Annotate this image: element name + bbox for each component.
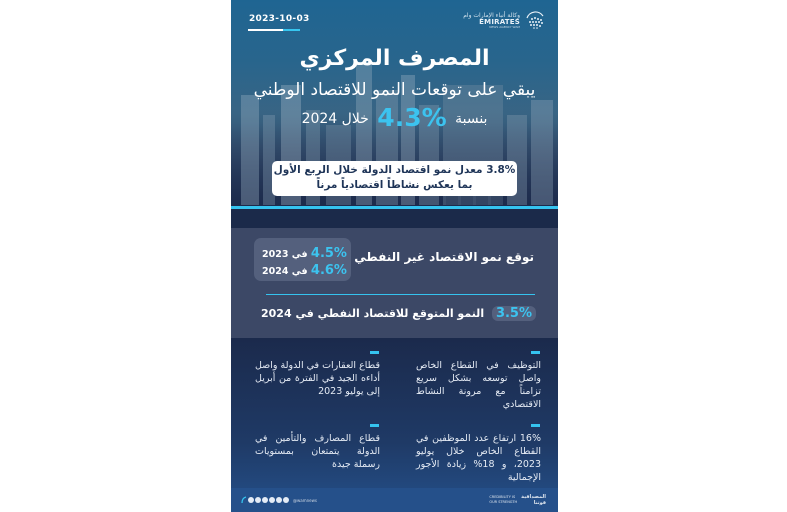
credibility-slogan: CREDIBILITY IS OUR STRENGTH المصداقية قوتنا: [489, 494, 546, 506]
rate-value: 4.3%: [377, 103, 447, 132]
social-links: [241, 496, 317, 504]
social-handle[interactable]: @wamnews: [293, 497, 317, 503]
headline-title: المصرف المركزي: [299, 46, 490, 71]
rate-prefix: بنسبة: [455, 111, 488, 127]
wam-logo: [463, 10, 546, 32]
bullet-dash: [370, 424, 379, 427]
bullet-dash: [531, 351, 540, 354]
x-icon[interactable]: [255, 497, 261, 503]
headline-rate: [231, 103, 558, 132]
oil-growth-row: [261, 306, 536, 321]
publish-date: 2023-10-03: [249, 14, 310, 24]
logo-subtitle: NEWS AGENCY WAM: [489, 25, 520, 29]
bullet-dash: [531, 424, 540, 427]
hero-section: [231, 0, 558, 205]
logo-arabic: وكالة أنباء الإمارات وام: [463, 12, 520, 19]
highlight-item: قطاع المصارف والتأمين في الدولة يتمتعان بمستويات رسملة جيدة: [255, 433, 380, 470]
oil-growth-value: 3.5%: [492, 306, 536, 321]
non-oil-row-2024: 4.6% في 2024: [262, 263, 347, 278]
footer-bar: [231, 488, 558, 512]
non-oil-values-box: [254, 238, 351, 281]
forecast-panel: [231, 228, 558, 338]
non-oil-row-2023: 4.5% في 2023: [262, 246, 347, 261]
dark-band: [231, 209, 558, 228]
youtube-icon[interactable]: [276, 497, 282, 503]
headline-subtitle: يبقي على توقعات النمو للاقتصاد الوطني: [253, 80, 536, 100]
oil-growth-label: النمو المتوقع للاقتصاد النفطي في 2024: [261, 307, 485, 320]
highlight-item: قطاع العقارات في الدولة واصل أداءه الجيد في الفترة من أبريل إلى يوليو 2023: [254, 360, 380, 397]
q1-growth-callout: [272, 161, 517, 196]
rate-suffix: خلال 2024: [301, 111, 369, 127]
highlights-section: [231, 338, 558, 512]
non-oil-label: توقع نمو الاقتصاد غير النفطي: [354, 250, 534, 264]
instagram-icon[interactable]: [262, 497, 268, 503]
swoosh-icon: [241, 496, 247, 504]
logo-english: EMIRATES: [479, 18, 520, 26]
infographic-poster: [231, 0, 558, 512]
date-underline-accent: [283, 29, 300, 31]
panel-divider: [266, 294, 535, 295]
phone-icon[interactable]: [248, 497, 254, 503]
bullet-dash: [370, 351, 379, 354]
tiktok-icon[interactable]: [283, 497, 289, 503]
callout-line-2: بما يعكس نشاطاً اقتصادياً مرناً: [316, 179, 473, 191]
callout-line-1: 3.8% معدل نمو اقتصاد الدولة خلال الربع الأول: [273, 164, 516, 176]
globe-dots-icon: [524, 10, 546, 32]
highlight-item: التوظيف في القطاع الخاص واصل توسعه بشكل سريع تزامناً مع مرونة النشاط الاقتصادي: [416, 360, 541, 410]
highlight-item: 16% ارتفاع عدد الموظفين في القطاع الخاص خلال يوليو 2023، و 18% زيادة الأجور الإجمالية: [416, 433, 541, 483]
facebook-icon[interactable]: [269, 497, 275, 503]
